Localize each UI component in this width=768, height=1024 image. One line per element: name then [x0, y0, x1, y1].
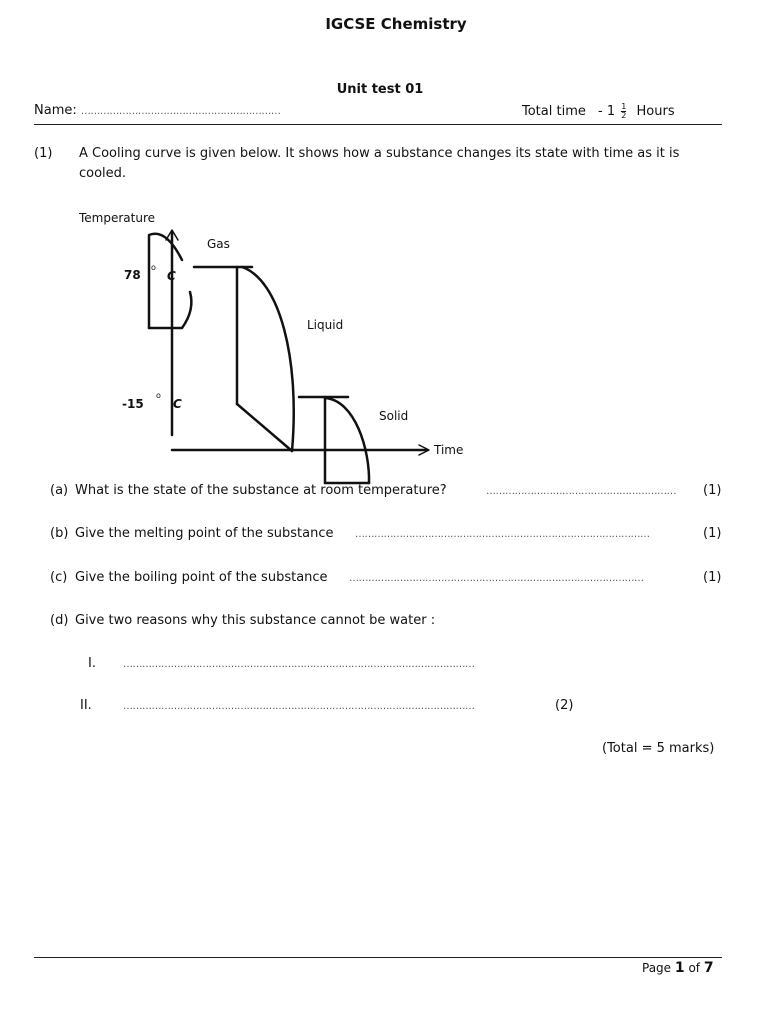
total-time-value: - 1 — [598, 104, 616, 119]
solid-label: Solid — [379, 409, 409, 423]
temp-high-unit: C — [167, 269, 176, 283]
liquid-curve — [242, 267, 294, 451]
total-time-label: Total time — [522, 104, 586, 119]
liquid-diagonal-line — [237, 404, 292, 451]
part-b-text: Give the melting point of the substance — [75, 526, 334, 541]
total-time — [522, 103, 675, 120]
temp-low-degree: o — [156, 391, 161, 400]
reason-marks: (2) — [555, 698, 574, 713]
x-axis-label: Time — [434, 443, 464, 457]
total-time-unit: Hours — [636, 104, 675, 119]
part-b-marks: (1) — [703, 526, 722, 541]
total-marks: (Total = 5 marks) — [602, 741, 715, 756]
document-title: IGCSE Chemistry — [325, 15, 467, 33]
part-c-marks: (1) — [703, 570, 722, 585]
cooling-curve-graph — [70, 200, 470, 490]
name-label: Name: — [34, 103, 77, 118]
reason-2-answer-blank[interactable]: ………………………………………………………………………………………………… — [123, 701, 475, 712]
part-c-label: (c) — [50, 570, 68, 585]
part-a-marks: (1) — [703, 483, 722, 498]
part-a-text: What is the state of the substance at room temperature? — [75, 483, 447, 498]
footer-divider — [34, 957, 722, 958]
part-c-text: Give the boiling point of the substance — [75, 570, 328, 585]
part-b-answer-blank[interactable]: ………………………………………………………………………………… — [355, 529, 650, 540]
header-divider — [34, 124, 722, 125]
total-time-fraction: $\frac{1}{2}$ — [621, 102, 627, 120]
gas-bracket-shape — [149, 234, 182, 328]
part-b-label: (b) — [50, 526, 69, 541]
document-subtitle: Unit test 01 — [336, 82, 424, 97]
part-a-label: (a) — [50, 483, 69, 498]
part-d-text: Give two reasons why this substance cannot be water : — [75, 613, 436, 628]
reason-1-numeral: I. — [88, 656, 96, 671]
gas-bracket-bottom — [149, 292, 191, 328]
gas-label: Gas — [207, 237, 230, 251]
reason-2-numeral: II. — [80, 698, 92, 713]
part-c-answer-blank[interactable]: ………………………………………………………………………………… — [349, 573, 644, 584]
y-axis-label: Temperature — [79, 211, 156, 225]
temp-low-value: -15 — [122, 397, 144, 411]
question-intro-line-2: cooled. — [79, 166, 127, 181]
temp-high-value: 78 — [124, 268, 141, 282]
reason-1-answer-blank[interactable]: ………………………………………………………………………………………………… — [123, 659, 475, 670]
name-row — [34, 103, 280, 118]
question-number: (1) — [34, 146, 53, 161]
part-d-label: (d) — [50, 613, 69, 628]
solid-curve — [325, 398, 369, 483]
question-intro-line-1: A Cooling curve is given below. It shows how a substance changes its state with time as it is — [79, 146, 680, 161]
name-blank[interactable]: ……………………………………………………… — [80, 106, 281, 117]
part-a-answer-blank[interactable]: …………………………………………………… — [486, 486, 676, 497]
liquid-label: Liquid — [307, 318, 344, 332]
temp-high-degree: o — [151, 263, 156, 272]
temp-low-unit: C — [173, 397, 182, 411]
page-number: Page 1 of 7 — [642, 960, 714, 976]
